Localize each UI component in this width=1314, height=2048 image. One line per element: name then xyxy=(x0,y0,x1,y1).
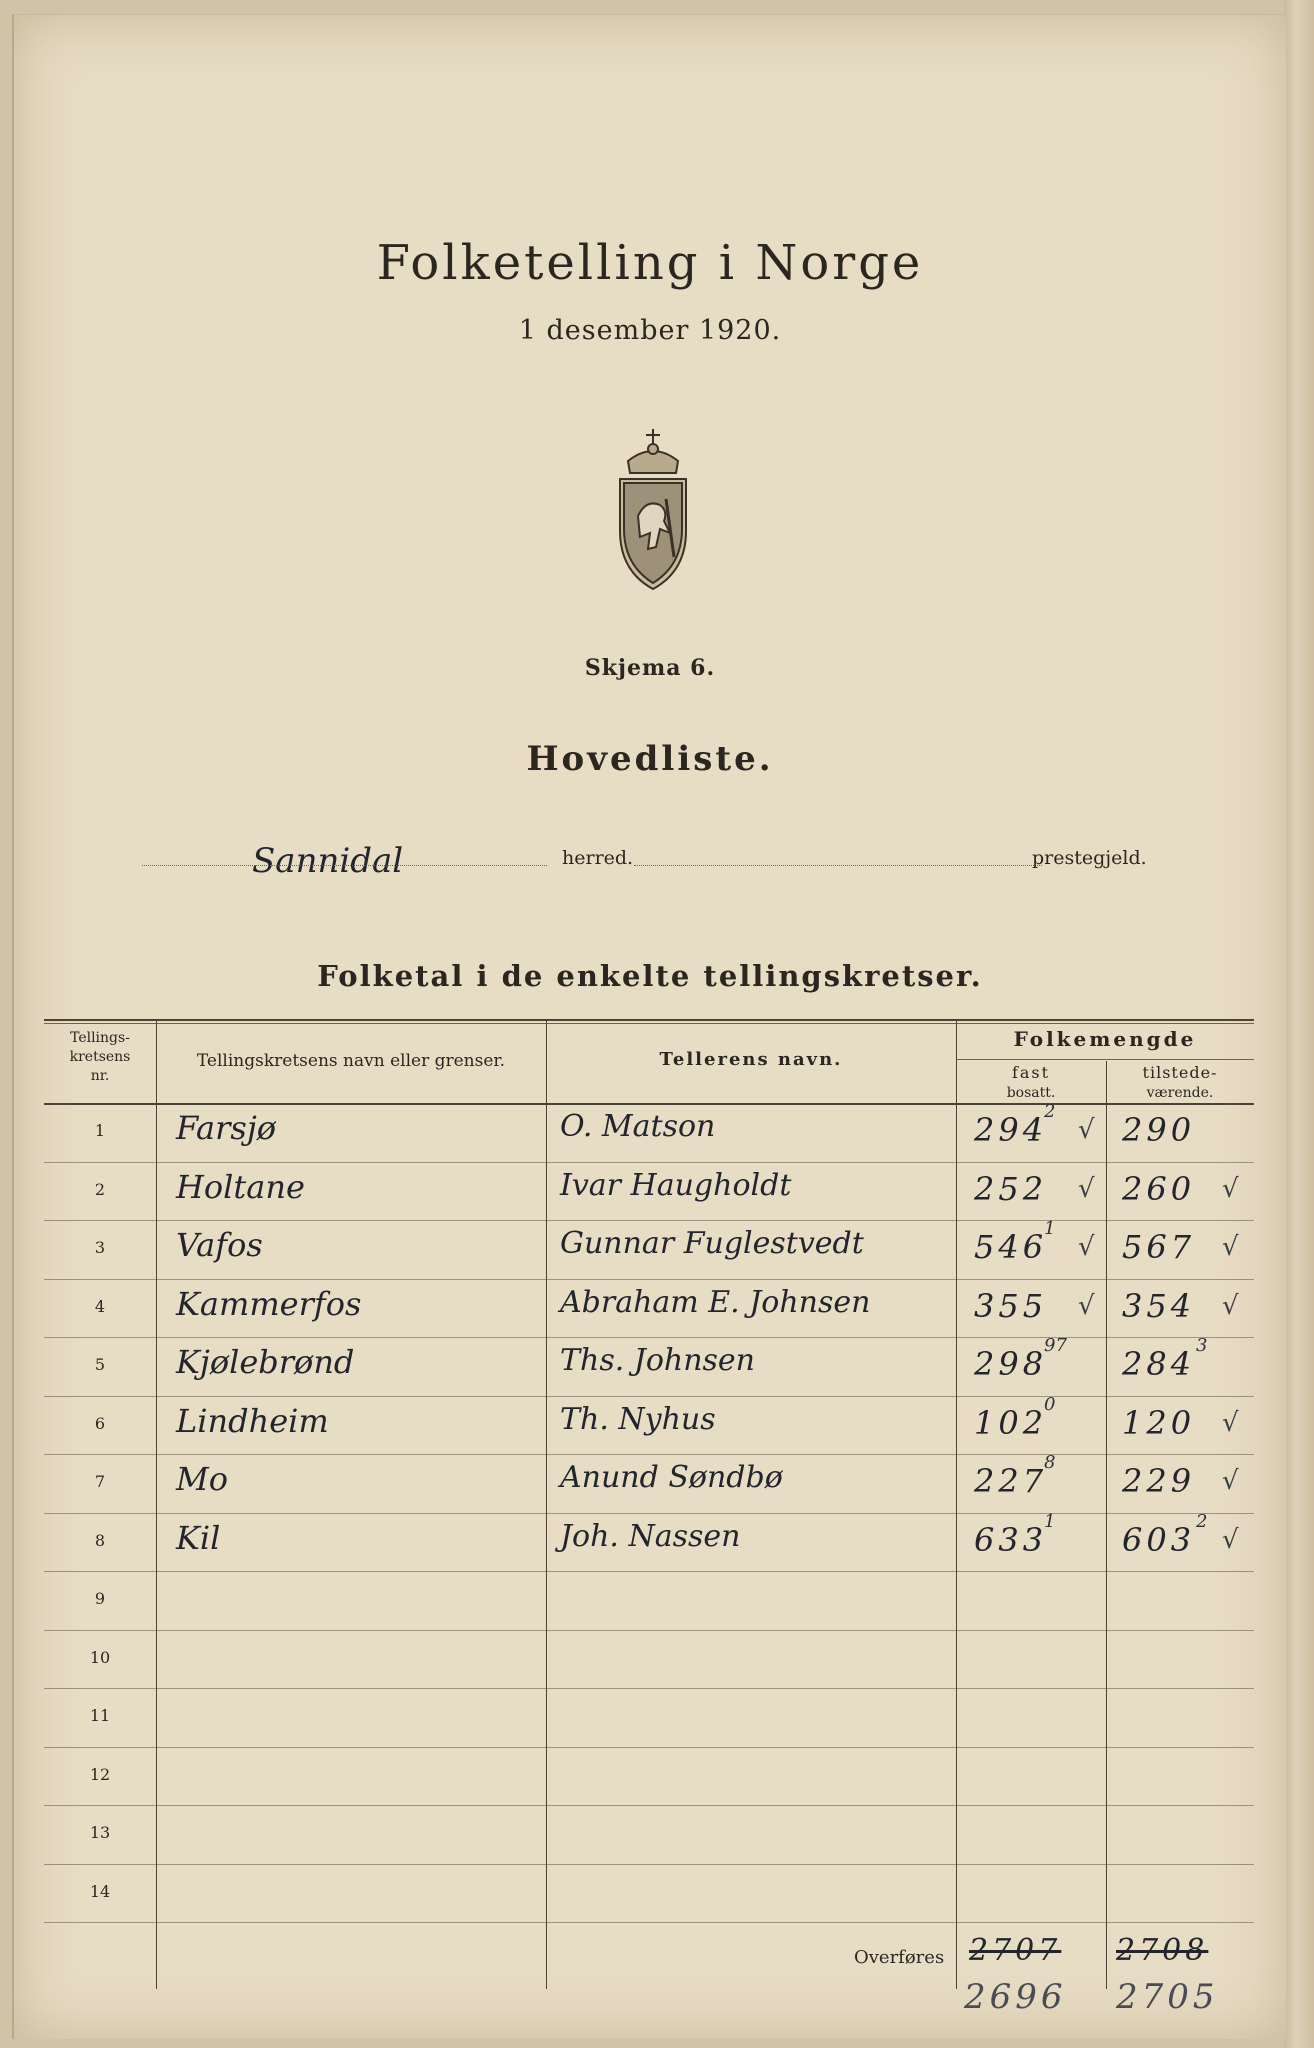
paper-edge xyxy=(1284,0,1314,2048)
fast-bosatt-value: 102 xyxy=(974,1403,1048,1442)
row-number: 3 xyxy=(94,1238,106,1257)
row-number: 5 xyxy=(94,1355,106,1374)
row-rule xyxy=(44,1337,1254,1338)
row-number: 1 xyxy=(94,1121,106,1140)
tilstede-value: 354 xyxy=(1122,1286,1196,1325)
counter-name: Ths. Johnsen xyxy=(560,1343,755,1378)
header-bottom-rule xyxy=(44,1103,1254,1105)
district-name: Holtane xyxy=(176,1167,305,1206)
total-tilst-struck: 2708 xyxy=(1116,1933,1209,1968)
tilstede-correction: 3 xyxy=(1196,1335,1208,1356)
row-rule xyxy=(44,1279,1254,1280)
district-name: Farsjø xyxy=(176,1109,277,1147)
tilstede-value: 290 xyxy=(1122,1111,1196,1149)
prestegjeld-label: prestegjeld. xyxy=(1032,847,1147,869)
counter-name: Joh. Nassen xyxy=(560,1518,741,1554)
tilst-check-mark: √ xyxy=(1222,1524,1239,1555)
population-header-rule xyxy=(956,1059,1254,1060)
row-number: 7 xyxy=(94,1472,106,1491)
nr-header-line3: nr. xyxy=(90,1068,110,1084)
counter-name: Gunnar Fuglestvedt xyxy=(560,1226,864,1261)
row-number: 14 xyxy=(89,1881,111,1901)
row-number: 8 xyxy=(94,1530,106,1550)
counter-name: Ivar Haugholdt xyxy=(560,1167,792,1203)
row-rule xyxy=(44,1688,1254,1689)
district-name: Kil xyxy=(176,1518,221,1557)
row-rule xyxy=(44,1922,1254,1923)
nr-column-rule xyxy=(156,1021,157,1989)
district-name: Vafos xyxy=(176,1226,263,1264)
fast-header-line2: bosatt. xyxy=(1006,1085,1056,1101)
census-form-page xyxy=(12,14,1286,2039)
fast-bosatt-correction: 1 xyxy=(1044,1510,1056,1532)
fast-check-mark: √ xyxy=(1078,1290,1095,1321)
nr-header xyxy=(44,1029,156,1086)
fast-bosatt-value: 546 xyxy=(974,1228,1048,1266)
fast-bosatt-value: 252 xyxy=(974,1169,1048,1208)
tilstede-header xyxy=(1106,1063,1254,1103)
row-number: 11 xyxy=(89,1706,111,1725)
total-fast-corrected: 2696 xyxy=(964,1977,1067,2017)
row-number: 6 xyxy=(94,1413,106,1433)
tilst-check-mark: √ xyxy=(1222,1232,1239,1262)
fast-bosatt-header xyxy=(956,1063,1106,1103)
row-number: 9 xyxy=(94,1589,106,1608)
table-top-rule-inner xyxy=(44,1023,1254,1024)
total-fast-struck: 2707 xyxy=(969,1933,1062,1968)
tilstede-value: 567 xyxy=(1122,1228,1196,1266)
row-rule xyxy=(44,1220,1254,1221)
tilst-header-line2: værende. xyxy=(1146,1085,1214,1101)
fast-check-mark: √ xyxy=(1078,1173,1095,1204)
tilst-header-line1: tilstede- xyxy=(1142,1063,1218,1082)
row-number: 4 xyxy=(94,1296,106,1316)
nr-header-line1: Tellings- xyxy=(70,1030,130,1046)
herred-label: herred. xyxy=(562,847,634,869)
table-subtitle: Folketal i de enkelte tellingskretser. xyxy=(317,959,983,993)
population-header: Folkemengde xyxy=(1013,1027,1197,1051)
tilstede-value: 603 xyxy=(1122,1520,1196,1559)
tilst-check-mark: √ xyxy=(1222,1407,1239,1438)
prestegjeld-dotted-line xyxy=(634,865,1042,866)
nr-header-line2: kretsens xyxy=(69,1049,131,1065)
fast-bosatt-value: 294 xyxy=(974,1111,1048,1149)
row-rule xyxy=(44,1571,1254,1572)
row-rule xyxy=(44,1805,1254,1806)
district-name-header: Tellingskretsens navn eller grenser. xyxy=(196,1051,506,1071)
fast-column-rule xyxy=(1106,1061,1107,1989)
fast-check-mark: √ xyxy=(1078,1115,1095,1145)
district-name: Mo xyxy=(176,1460,229,1498)
fast-check-mark: √ xyxy=(1078,1232,1095,1262)
counter-name-header: Tellerens navn. xyxy=(659,1049,843,1070)
row-number: 10 xyxy=(89,1647,111,1667)
norwegian-coat-of-arms-icon xyxy=(608,421,698,591)
counter-name: Abraham E. Johnsen xyxy=(560,1284,871,1320)
counter-name: Th. Nyhus xyxy=(560,1401,716,1437)
fast-bosatt-correction: 2 xyxy=(1044,1101,1056,1122)
tilst-check-mark: √ xyxy=(1222,1173,1239,1204)
tilstede-value: 120 xyxy=(1122,1403,1196,1442)
row-rule xyxy=(44,1630,1254,1631)
census-districts-table xyxy=(44,1007,1254,2017)
row-rule xyxy=(44,1864,1254,1865)
table-top-rule xyxy=(44,1019,1254,1021)
counter-name: O. Matson xyxy=(560,1109,716,1144)
herred-dotted-line xyxy=(142,865,547,866)
fast-bosatt-correction: 1 xyxy=(1044,1218,1056,1239)
total-tilst-corrected: 2705 xyxy=(1116,1977,1219,2017)
row-rule xyxy=(44,1454,1254,1455)
tilstede-correction: 2 xyxy=(1196,1510,1208,1532)
fast-bosatt-value: 298 xyxy=(974,1345,1048,1383)
tilstede-value: 284 xyxy=(1122,1345,1196,1383)
row-number: 2 xyxy=(94,1179,106,1199)
row-rule xyxy=(44,1747,1254,1748)
fast-bosatt-value: 355 xyxy=(974,1286,1048,1325)
row-rule xyxy=(44,1162,1254,1163)
fast-header-line1: fast xyxy=(1011,1063,1051,1082)
tilst-check-mark: √ xyxy=(1222,1290,1239,1321)
municipality-name: Sannidal xyxy=(252,841,404,881)
counter-column-rule xyxy=(956,1021,957,1989)
overfores-label: Overføres xyxy=(854,1947,945,1968)
district-name: Kjølebrønd xyxy=(176,1343,355,1381)
fast-bosatt-correction: 0 xyxy=(1044,1393,1056,1415)
tilstede-value: 229 xyxy=(1122,1462,1196,1500)
fast-bosatt-correction: 97 xyxy=(1044,1335,1067,1356)
tilstede-value: 260 xyxy=(1122,1169,1196,1208)
name-column-rule xyxy=(546,1021,547,1989)
tilst-check-mark: √ xyxy=(1222,1466,1239,1496)
counter-name: Anund Søndbø xyxy=(560,1460,783,1495)
row-number: 13 xyxy=(89,1823,111,1842)
schema-number: Skjema 6. xyxy=(584,655,716,681)
fast-bosatt-value: 633 xyxy=(974,1520,1048,1559)
fast-bosatt-value: 227 xyxy=(974,1462,1048,1500)
row-rule xyxy=(44,1396,1254,1397)
form-title: Folketelling i Norge xyxy=(376,235,924,291)
census-date: 1 desember 1920. xyxy=(518,315,782,346)
main-heading: Hovedliste. xyxy=(526,739,774,779)
row-rule xyxy=(44,1513,1254,1514)
fast-bosatt-correction: 8 xyxy=(1044,1452,1056,1473)
district-name: Kammerfos xyxy=(176,1284,362,1323)
district-name: Lindheim xyxy=(176,1401,329,1440)
row-number: 12 xyxy=(89,1764,111,1784)
